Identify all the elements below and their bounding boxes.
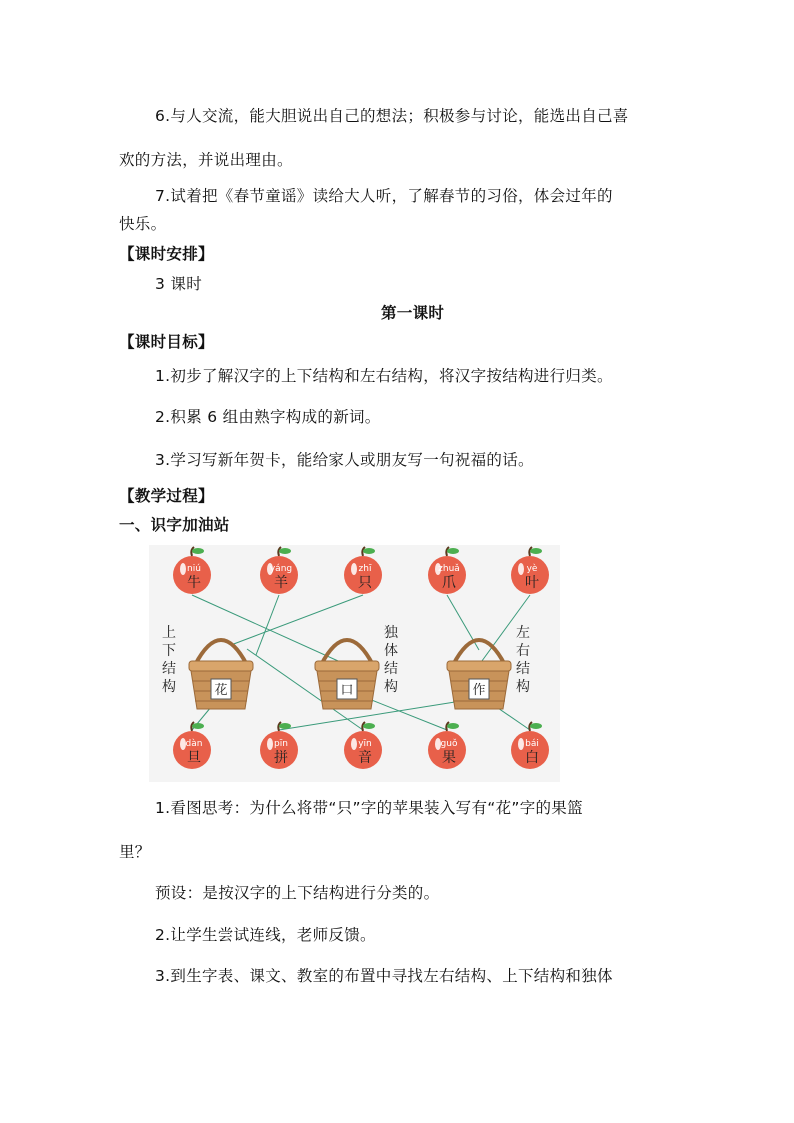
apple-char: 旦 <box>187 750 201 766</box>
leaf-icon <box>447 723 459 729</box>
leaf-icon <box>192 723 204 729</box>
goal-item: 2.积累 6 组由熟字构成的新词。 <box>155 408 381 426</box>
apple-char: 拼 <box>274 750 288 766</box>
apple-char: 爪 <box>442 575 456 591</box>
section-1-title: 一、识字加油站 <box>119 516 230 534</box>
basket-label-char: 结 <box>516 661 530 677</box>
schedule-heading: 【课时安排】 <box>119 245 214 263</box>
apple-char: 叶 <box>525 575 539 591</box>
apple-char: 只 <box>358 575 372 591</box>
basket-label-char: 上 <box>162 625 176 641</box>
apple-pinyin: bái <box>525 739 539 749</box>
apple <box>511 547 549 594</box>
basket <box>447 625 530 709</box>
apple-char: 音 <box>358 750 372 766</box>
apple-highlight <box>351 563 357 575</box>
basket-rim <box>189 661 253 671</box>
basket-label-char: 左 <box>516 625 530 641</box>
apple <box>428 547 466 594</box>
basket-label-char: 右 <box>516 643 530 659</box>
paragraph-6-line1: 6.与人交流，能大胆说出自己的想法；积极参与讨论，能选出自己喜 <box>155 107 629 125</box>
apple-pinyin: zhī <box>358 564 372 574</box>
basket-char: 口 <box>340 683 354 698</box>
basket-label-char: 下 <box>162 643 176 659</box>
apple <box>260 547 298 594</box>
leaf-icon <box>363 723 375 729</box>
basket-label-char: 独 <box>384 625 398 641</box>
apple-highlight <box>518 738 524 750</box>
apple-char: 牛 <box>187 575 201 591</box>
question-2: 2.让学生尝试连线，老师反馈。 <box>155 926 376 944</box>
apple-pinyin: pīn <box>274 739 288 749</box>
apple <box>173 722 211 769</box>
apple-pinyin: zhuǎ <box>438 564 460 574</box>
process-heading: 【教学过程】 <box>119 487 214 505</box>
apple <box>260 722 298 769</box>
basket-char: 作 <box>472 683 486 698</box>
question-1-line1: 1.看图思考：为什么将带“只”字的苹果装入写有“花”字的果篮 <box>155 799 583 817</box>
apple-basket-figure <box>149 545 560 782</box>
leaf-icon <box>192 548 204 554</box>
apple-pinyin: niú <box>187 564 201 574</box>
lesson-title: 第一课时 <box>381 304 445 322</box>
basket <box>162 625 253 709</box>
leaf-icon <box>279 723 291 729</box>
basket-label-char: 结 <box>384 661 398 677</box>
apple-highlight <box>351 738 357 750</box>
basket-label-char: 构 <box>384 679 398 695</box>
basket-label-char: 构 <box>516 679 530 695</box>
apple-pinyin: dàn <box>185 739 203 749</box>
apple-pinyin: yè <box>526 564 538 574</box>
basket-label-char: 构 <box>162 679 176 695</box>
apple <box>428 722 466 769</box>
leaf-icon <box>530 548 542 554</box>
apple-basket-illustration <box>149 545 560 782</box>
preset-answer: 预设：是按汉字的上下结构进行分类的。 <box>155 884 440 902</box>
apple-char: 羊 <box>274 575 288 591</box>
apple-pinyin: yīn <box>358 739 372 749</box>
connection-line <box>231 595 363 645</box>
schedule-value: 3 课时 <box>155 275 202 293</box>
leaf-icon <box>447 548 459 554</box>
paragraph-7-line1: 7.试着把《春节童谣》读给大人听，了解春节的习俗，体会过年的 <box>155 187 613 205</box>
basket-rim <box>315 661 379 671</box>
leaf-icon <box>363 548 375 554</box>
apple <box>344 547 382 594</box>
goals-heading: 【课时目标】 <box>119 333 214 351</box>
apple-pinyin: yáng <box>269 564 293 574</box>
goal-item: 3.学习写新年贺卡，能给家人或朋友写一句祝福的话。 <box>155 451 534 469</box>
leaf-icon <box>530 723 542 729</box>
apple <box>344 722 382 769</box>
apple-pinyin: guǒ <box>440 739 458 749</box>
apple-char: 白 <box>525 750 539 766</box>
paragraph-6-line2: 欢的方法，并说出理由。 <box>119 151 293 169</box>
question-3: 3.到生字表、课文、教室的布置中寻找左右结构、上下结构和独体 <box>155 967 613 985</box>
basket-rim <box>447 661 511 671</box>
apple-highlight <box>180 563 186 575</box>
basket-label-char: 体 <box>384 643 398 659</box>
apple-highlight <box>518 563 524 575</box>
basket <box>315 624 399 709</box>
basket-char: 花 <box>214 683 228 698</box>
paragraph-7-line2: 快乐。 <box>119 215 167 233</box>
leaf-icon <box>279 548 291 554</box>
basket-label-char: 结 <box>162 661 176 677</box>
apple <box>173 547 211 594</box>
goal-item: 1.初步了解汉字的上下结构和左右结构，将汉字按结构进行归类。 <box>155 367 613 385</box>
apple-char: 果 <box>442 750 456 766</box>
apple-highlight <box>267 738 273 750</box>
apple <box>511 722 549 769</box>
question-1-line2: 里？ <box>119 843 151 861</box>
